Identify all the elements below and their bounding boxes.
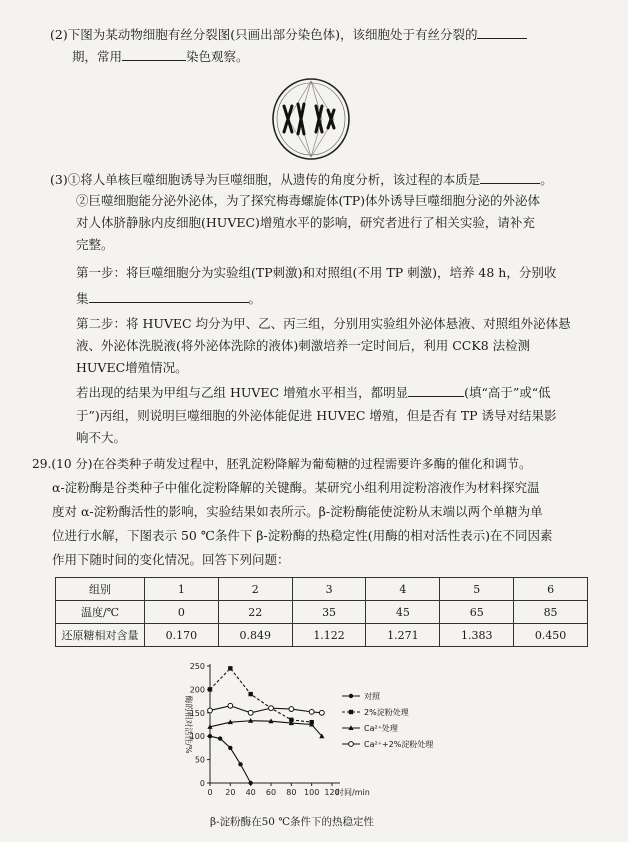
table-row — [56, 624, 588, 647]
series-line — [210, 668, 312, 722]
x-tick-label: 60 — [265, 788, 277, 797]
q3-text-6: 集 — [76, 291, 89, 306]
table-cell: 1 — [145, 578, 219, 601]
q3-text-1-end: 。 — [540, 172, 553, 187]
y-tick-label: 250 — [189, 662, 205, 671]
data-point — [319, 710, 324, 715]
q3-text-8: 液、外泌体洗脱液(将外泌体洗除的液体)刺激培养一定时间后，利用 CCK8 法检测 — [76, 338, 531, 353]
q3-text-4: 完整。 — [76, 237, 114, 252]
q3-text-11: 于”)丙组，则说明巨噬细胞的外泌体能促进 HUVEC 增殖，但是否有 TP 诱导对结果影 — [76, 408, 557, 423]
table-cell: 温度/℃ — [56, 601, 145, 624]
legend-label: Ca²⁺处理 — [364, 724, 398, 733]
enzyme-stability-chart — [172, 658, 472, 818]
y-axis-label: 酶的相对活性/% — [184, 695, 193, 754]
table-cell: 还原糖相对含量 — [56, 624, 145, 647]
table-cell: 0 — [145, 601, 219, 624]
series-line — [210, 736, 251, 783]
x-tick-label: 20 — [225, 788, 236, 797]
x-tick-label: 100 — [304, 788, 320, 797]
blank — [477, 26, 527, 39]
data-point — [208, 734, 212, 738]
data-point — [289, 707, 294, 712]
blank — [408, 384, 464, 397]
q3-text-6-end: 。 — [248, 291, 262, 306]
q3-text-2: ②巨噬细胞能分泌外泌体，为了探究梅毒螺旋体(TP)体外诱导巨噬细胞分泌的外泌体 — [76, 193, 541, 208]
data-point — [248, 692, 252, 696]
table-cell: 2 — [218, 578, 292, 601]
y-tick-label: 200 — [189, 685, 205, 695]
q29-text-1: 29.(10 分)在谷类种子萌发过程中，胚乳淀粉降解为葡萄糖的过程需要许多酶的催化和调节。 — [32, 457, 532, 471]
q29-text-5: 作用下随时间的变化情况。回答下列问题： — [52, 552, 290, 567]
table-cell: 5 — [440, 578, 514, 601]
table-row — [56, 578, 588, 601]
q2-line2 — [72, 48, 249, 65]
legend-marker — [349, 694, 353, 698]
data-point — [228, 666, 232, 670]
data-point — [248, 710, 253, 715]
blank — [122, 48, 186, 61]
table-cell: 1.271 — [366, 624, 440, 647]
q3-line6 — [76, 290, 261, 307]
legend-label: Ca²⁺+2%淀粉处理 — [364, 740, 434, 749]
data-point — [238, 762, 242, 766]
blank — [89, 290, 249, 303]
table-cell: 3 — [292, 578, 366, 601]
table-cell: 22 — [218, 601, 292, 624]
q3-text-10b: (填“高于”或“低 — [464, 385, 551, 400]
data-point — [228, 703, 233, 708]
x-tick-label: 40 — [245, 788, 256, 797]
q2-line1 — [50, 26, 527, 43]
series-line — [210, 706, 322, 713]
temperature-table — [55, 577, 588, 647]
q3-text-9: HUVEC增殖情况。 — [76, 360, 188, 375]
y-tick-label: 100 — [189, 732, 205, 742]
x-tick-label: 80 — [286, 788, 297, 797]
table-cell: 6 — [514, 578, 588, 601]
data-point — [269, 706, 274, 711]
chart-caption: β-淀粉酶在50 ℃条件下的热稳定性 — [210, 816, 375, 828]
x-tick-label: 0 — [207, 788, 213, 797]
data-point — [309, 709, 314, 714]
table-row — [56, 601, 588, 624]
y-tick-label: 50 — [194, 755, 205, 765]
q3-text-7: 第二步：将 HUVEC 均分为甲、乙、丙三组，分别用实验组外泌体悬液、对照组外泌体悬 — [76, 316, 571, 331]
table-cell: 65 — [440, 601, 514, 624]
q3-text-12: 响不大。 — [76, 430, 127, 445]
table-cell: 0.450 — [514, 624, 588, 647]
table-cell: 1.122 — [292, 624, 366, 647]
q3-text-3: 对人体脐静脉内皮细胞(HUVEC)增殖水平的影响，研究者进行了相关实验，请补充 — [76, 215, 535, 230]
table-cell: 35 — [292, 601, 366, 624]
table-cell: 1.383 — [440, 624, 514, 647]
q3-line10 — [76, 384, 551, 401]
data-point — [208, 687, 212, 691]
table-cell: 85 — [514, 601, 588, 624]
q3-text-5: 第一步：将巨噬细胞分为实验组(TP刺激)和对照组(不用 TP 刺激)，培养 48 h，分别收 — [76, 265, 557, 280]
q3-text-1: (3)①将人单核巨噬细胞诱导为巨噬细胞，从遗传的角度分析，该过程的本质是 — [50, 172, 481, 187]
blank — [480, 171, 540, 184]
y-tick-label: 150 — [189, 708, 205, 718]
table-cell: 45 — [366, 601, 440, 624]
legend-label: 对照 — [364, 692, 380, 701]
q2-text-3: 染色观察。 — [186, 49, 249, 64]
data-point — [228, 746, 232, 750]
table-cell: 0.849 — [218, 624, 292, 647]
legend-marker — [349, 710, 353, 714]
table-cell: 4 — [366, 578, 440, 601]
x-axis-label: 时间/min — [336, 788, 370, 797]
data-point — [218, 736, 222, 740]
q29-text-2: α-淀粉酶是谷类种子中催化淀粉降解的关键酶。某研究小组利用淀粉溶液作为材料探究温 — [52, 480, 540, 495]
q3-text-10a: 若出现的结果为甲组与乙组 HUVEC 增殖水平相当，都明显 — [76, 385, 409, 400]
legend-marker — [349, 742, 354, 747]
table-cell: 0.170 — [145, 624, 219, 647]
q3-line1 — [50, 171, 553, 188]
q2-text-1: (2)下图为某动物细胞有丝分裂图(只画出部分染色体)，该细胞处于有丝分裂的 — [50, 27, 478, 42]
data-point — [208, 708, 213, 713]
q29-text-4: 位进行水解，下图表示 50 ℃条件下 β-淀粉酶的热稳定性(用酶的相对活性表示)在不同因素 — [52, 528, 553, 543]
legend-label: 2%淀粉处理 — [364, 708, 409, 717]
series-line — [210, 721, 322, 736]
data-point — [248, 781, 252, 785]
q2-text-2: 期，常用 — [72, 49, 123, 64]
table-cell: 组别 — [56, 578, 145, 601]
q29-text-3: 度对 α-淀粉酶活性的影响，实验结果如表所示。β-淀粉酶能使淀粉从末端以两个单糖为单 — [52, 504, 543, 519]
x-tick-label: 120 — [324, 788, 340, 797]
mitosis-cell-diagram — [270, 76, 352, 162]
y-tick-label: 0 — [199, 779, 205, 788]
